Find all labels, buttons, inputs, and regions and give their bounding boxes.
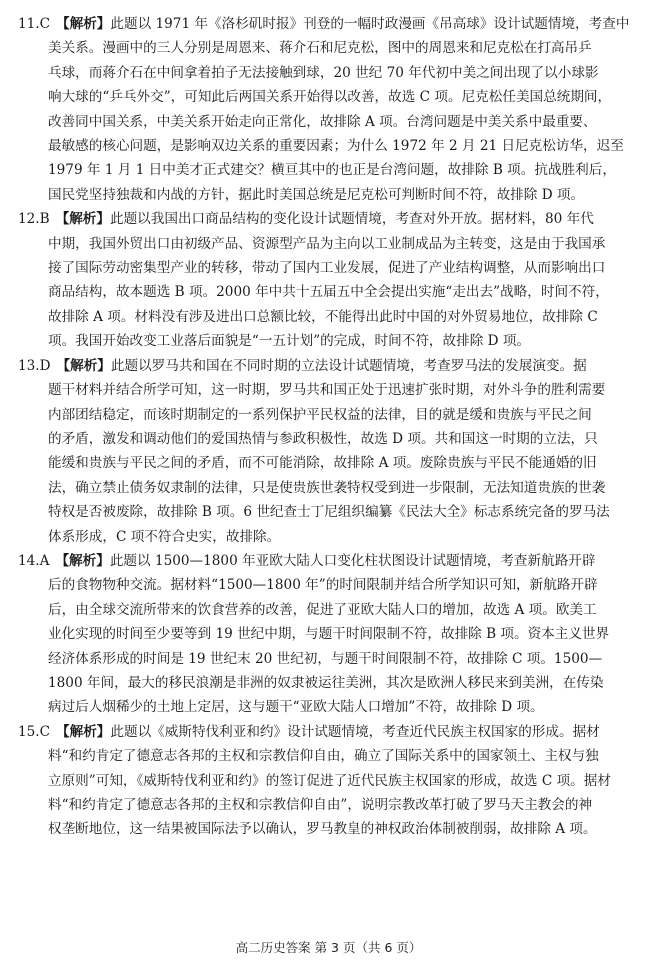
explanation-line: 病过后人烟稀少的土地上定居，这与题干“亚欧大陆人口增加”不符，故排除 D 项。	[48, 699, 544, 716]
answer-explanations	[18, 12, 643, 842]
explanation-line: 1800 年间，最大的移民浪潮是非洲的奴隶被运往美洲，其次是欧洲人移民来到美洲，在传染	[48, 674, 604, 691]
explanation-line: 故排除 A 项。材料没有涉及进出口总额比较，不能得出此时中国的对外贸易地位，故排除 C	[48, 308, 598, 325]
answer-letter: B	[39, 211, 50, 228]
analysis-tag: 【解析】	[56, 16, 111, 32]
answer-letter: D	[39, 357, 51, 374]
explanation-line: 料“和约肯定了德意志各邦的主权和宗教信仰自由，确立了国际关系中的国家领土、主权与独	[48, 748, 599, 765]
analysis-tag: 【解析】	[55, 211, 110, 228]
question-first-line	[18, 12, 643, 36]
question-explanation	[18, 720, 643, 842]
question-explanation	[18, 207, 643, 353]
analysis-tag: 【解析】	[55, 552, 110, 569]
explanation-text: 此题以罗马共和国在不同时期的立法设计试题情境，考查罗马法的发展演变。据	[110, 357, 587, 374]
question-explanation	[18, 354, 643, 549]
explanation-line: 法，确立禁止债务奴隶制的法律，只是使贵族世袭特权受到进一步限制，无法知道贵族的世袭	[48, 479, 606, 496]
explanation-line: 权垄断地位，这一结果被国际法予以确认，罗马教皇的神权政治体制被削弱，故排除 A 项。	[48, 821, 597, 838]
question-first-line	[18, 720, 643, 744]
page-footer: 高二历史答案 第 3 页（共 6 页）	[235, 940, 422, 955]
explanation-line: 料“和约肯定了德意志各邦的主权和宗教信仰自由”，说明宗教改革打破了罗马天主教会的神	[48, 797, 593, 813]
explanation-line: 项。我国开始改变工业落后面貌是“一五计划”的完成，时间不符，故排除 D 项。	[48, 333, 531, 350]
question-first-line	[18, 354, 643, 378]
explanation-text: 此题以 1971 年《洛杉矶时报》刊登的一幅时政漫画《吊高球》设计试题情境，考查中	[110, 16, 630, 32]
explanation-line: 立原则”可知，《威斯特伐利亚和约》的签订促进了近代民族主权国家的形成，故选 C 项。据材	[48, 772, 611, 789]
explanation-line: 的矛盾，激发和调动他们的爱国热情与参政积极性，故选 D 项。共和国这一时期的立法，只	[48, 430, 598, 447]
explanation-line: 特权是否被废除，故排除 B 项。6 世纪查士丁尼组织编纂《民法大全》标志系统完备的罗马法	[48, 504, 610, 521]
explanation-line: 中期，我国外贸出口由初级产品、资源型产品为主向以工业制成品为主转变，这是由于我国承	[48, 235, 606, 252]
answer-letter: A	[39, 552, 50, 569]
explanation-line: 商品结构，故本题选 B 项。2000 年中共十五届五中全会提出实施“走出去”战略，时间不符，	[48, 284, 609, 301]
answer-letter: C	[39, 16, 51, 32]
explanation-line: 体系形成，C 项不符合史实，故排除。	[48, 528, 281, 545]
question-first-line	[18, 207, 643, 231]
analysis-tag: 【解析】	[56, 357, 111, 374]
question-number: 13.	[18, 357, 40, 374]
explanation-line: 后，由全球交流所带来的饮食营养的改善，促进了亚欧大陆人口的增加，故选 A 项。欧美工	[48, 601, 597, 618]
explanation-line: 能缓和贵族与平民之间的矛盾，而不可能消除，故排除 A 项。废除贵族与平民不能通婚的旧	[48, 455, 597, 472]
explanation-line: 1979 年 1 月 1 日中美才正式建交？横亘其中的也正是台湾问题，故排除 B 项。抗战胜利后，	[48, 162, 616, 179]
question-number: 15.	[18, 723, 40, 740]
analysis-tag: 【解析】	[56, 723, 111, 740]
explanation-line: 美关系。漫画中的三人分别是周恩来、蒋介石和尼克松，图中的周恩来和尼克松在打高吊乒	[48, 40, 592, 57]
explanation-line: 最敏感的核心问题，是影响双边关系的重要因素；为什么 1972 年 2 月 21 日尼克松访华，迟至	[48, 138, 624, 155]
explanation-text: 此题以《威斯特伐利亚和约》设计试题情境，考查近代民族主权国家的形成。据材	[110, 723, 600, 740]
explanation-line: 后的食物物种交流。据材料“1500—1800 年”的时间限制并结合所学知识可知，新航路开辟	[48, 577, 598, 594]
question-number: 12.	[18, 211, 40, 228]
explanation-text: 此题以 1500—1800 年亚欧大陆人口变化柱状图设计试题情境，考查新航路开辟	[109, 552, 596, 569]
explanation-line: 业化实现的时间至少要等到 19 世纪中期，与题干时间限制不符，故排除 B 项。资本主义世界	[48, 626, 610, 643]
question-number: 14.	[18, 552, 40, 569]
explanation-line: 经济体系形成的时间是 19 世纪末 20 世纪初，与题干时间限制不符，故排除 C 项。1500—	[48, 650, 603, 667]
question-explanation	[18, 12, 643, 207]
explanation-line: 响大球的“乒乓外交”，可知此后两国关系开始得以改善，故选 C 项。尼克松任美国总统期间，	[48, 89, 612, 106]
question-number: 11.	[18, 16, 40, 32]
question-first-line	[18, 549, 643, 573]
explanation-line: 乓球，而蒋介石在中间拿着拍子无法接触到球，20 世纪 70 年代初中美之间出现了以小球影	[48, 64, 599, 81]
explanation-line: 题干材料并结合所学可知，这一时期，罗马共和国正处于迅速扩张时期，对外斗争的胜利需要	[48, 382, 606, 399]
question-explanation	[18, 549, 643, 720]
explanation-line: 国民党坚持独裁和内战的方针，据此时美国总统是尼克松可判断时间不符，故排除 D 项。	[48, 186, 585, 203]
explanation-line: 内部团结稳定，而该时期制定的一系列保护平民权益的法律，目的就是缓和贵族与平民之间	[48, 406, 592, 423]
answer-letter: C	[39, 723, 51, 740]
explanation-text: 此题以我国出口商品结构的变化设计试题情境，考查对外开放。据材料，80 年代	[110, 211, 594, 228]
explanation-line: 改善同中国关系，中美关系开始走向正常化，故排除 A 项。台湾问题是中美关系中最重要、	[48, 113, 597, 130]
explanation-line: 接了国际劳动密集型产业的转移，带动了国内工业发展，促进了产业结构调整，从而影响出口	[48, 260, 606, 277]
